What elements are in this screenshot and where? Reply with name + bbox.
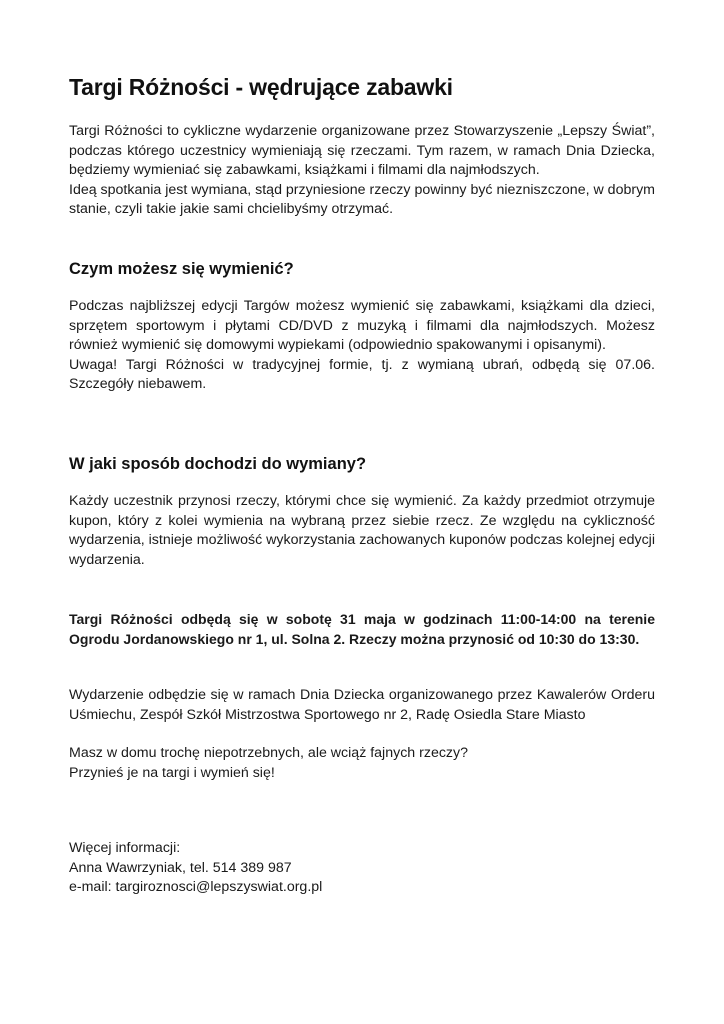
intro-paragraph-2: Ideą spotkania jest wymiana, stąd przyniesione rzeczy powinny być niezniszczone, w dobrym stanie, czyli takie jakie sami chcielibyśmy otrzymać. [69, 181, 655, 217]
exchange-method-paragraph: Każdy uczestnik przynosi rzeczy, którymi chce się wymienić. Za każdy przedmiot otrzymuje kupon, który z kolei wymienia na wybraną przez siebie rzecz. Ze względu na cykliczność wydarzenia, istnieje możliwość wykorzystania zachowanych kuponów podczas kolejnej edycji wydarzenia. [69, 493, 655, 568]
contact-section [69, 839, 655, 898]
invitation-line-1: Masz w domu trochę niepotrzebnych, ale wciąż fajnych rzeczy? [69, 745, 469, 761]
contact-email: e-mail: targiroznosci@lepszyswiat.org.pl [69, 879, 323, 895]
exchange-items-section [69, 297, 655, 395]
contact-heading: Więcej informacji: [69, 840, 181, 856]
section-heading-exchange-method: W jaki sposób dochodzi do wymiany? [69, 455, 367, 473]
invitation-line-2: Przynieś je na targi i wymień się! [69, 764, 275, 781]
organizers-paragraph: Wydarzenie odbędzie się w ramach Dnia Dziecka organizowanego przez Kawalerów Orderu Uśmiechu, Zespół Szkół Mistrzostwa Sportowego nr 2, Radę Osiedla Stare Miasto [69, 687, 655, 723]
invitation-section [69, 744, 655, 783]
exchange-items-paragraph: Podczas najbliższej edycji Targów możesz wymienić się zabawkami, książkami dla dzieci, sprzętem sportowym i płytami CD/DVD z muzyką i filmami dla najmłodszych. Możesz również wymienić się domowymi wypiekami (odpowiednio spakowanymi i opisanymi). [69, 298, 655, 353]
intro-paragraph-1: Targi Różności to cykliczne wydarzenie organizowane przez Stowarzyszenie „Lepszy Świat”, podczas którego uczestnicy wymieniają się rzeczami. Tym razem, w ramach Dnia Dziecka, będziemy wymieniać się zabawkami, książkami i filmami dla najmłodszych. [69, 123, 655, 178]
page-title: Targi Różności - wędrujące zabawki [69, 74, 453, 100]
event-announcement: Targi Różności odbędą się w sobotę 31 maja w godzinach 11:00-14:00 na terenie Ogrodu Jordanowskiego nr 1, ul. Solna 2. Rzeczy można przynosić od 10:30 do 13:30. [69, 611, 655, 647]
exchange-method-section [69, 492, 655, 570]
organizers-section [69, 686, 655, 725]
intro-section [69, 122, 655, 220]
section-heading-exchange-items: Czym możesz się wymienić? [69, 260, 294, 278]
announcement-section [69, 610, 655, 649]
contact-person: Anna Wawrzyniak, tel. 514 389 987 [69, 859, 292, 876]
notice-paragraph: Uwaga! Targi Różności w tradycyjnej formie, tj. z wymianą ubrań, odbędą się 07.06. Szczegóły niebawem. [69, 356, 655, 392]
